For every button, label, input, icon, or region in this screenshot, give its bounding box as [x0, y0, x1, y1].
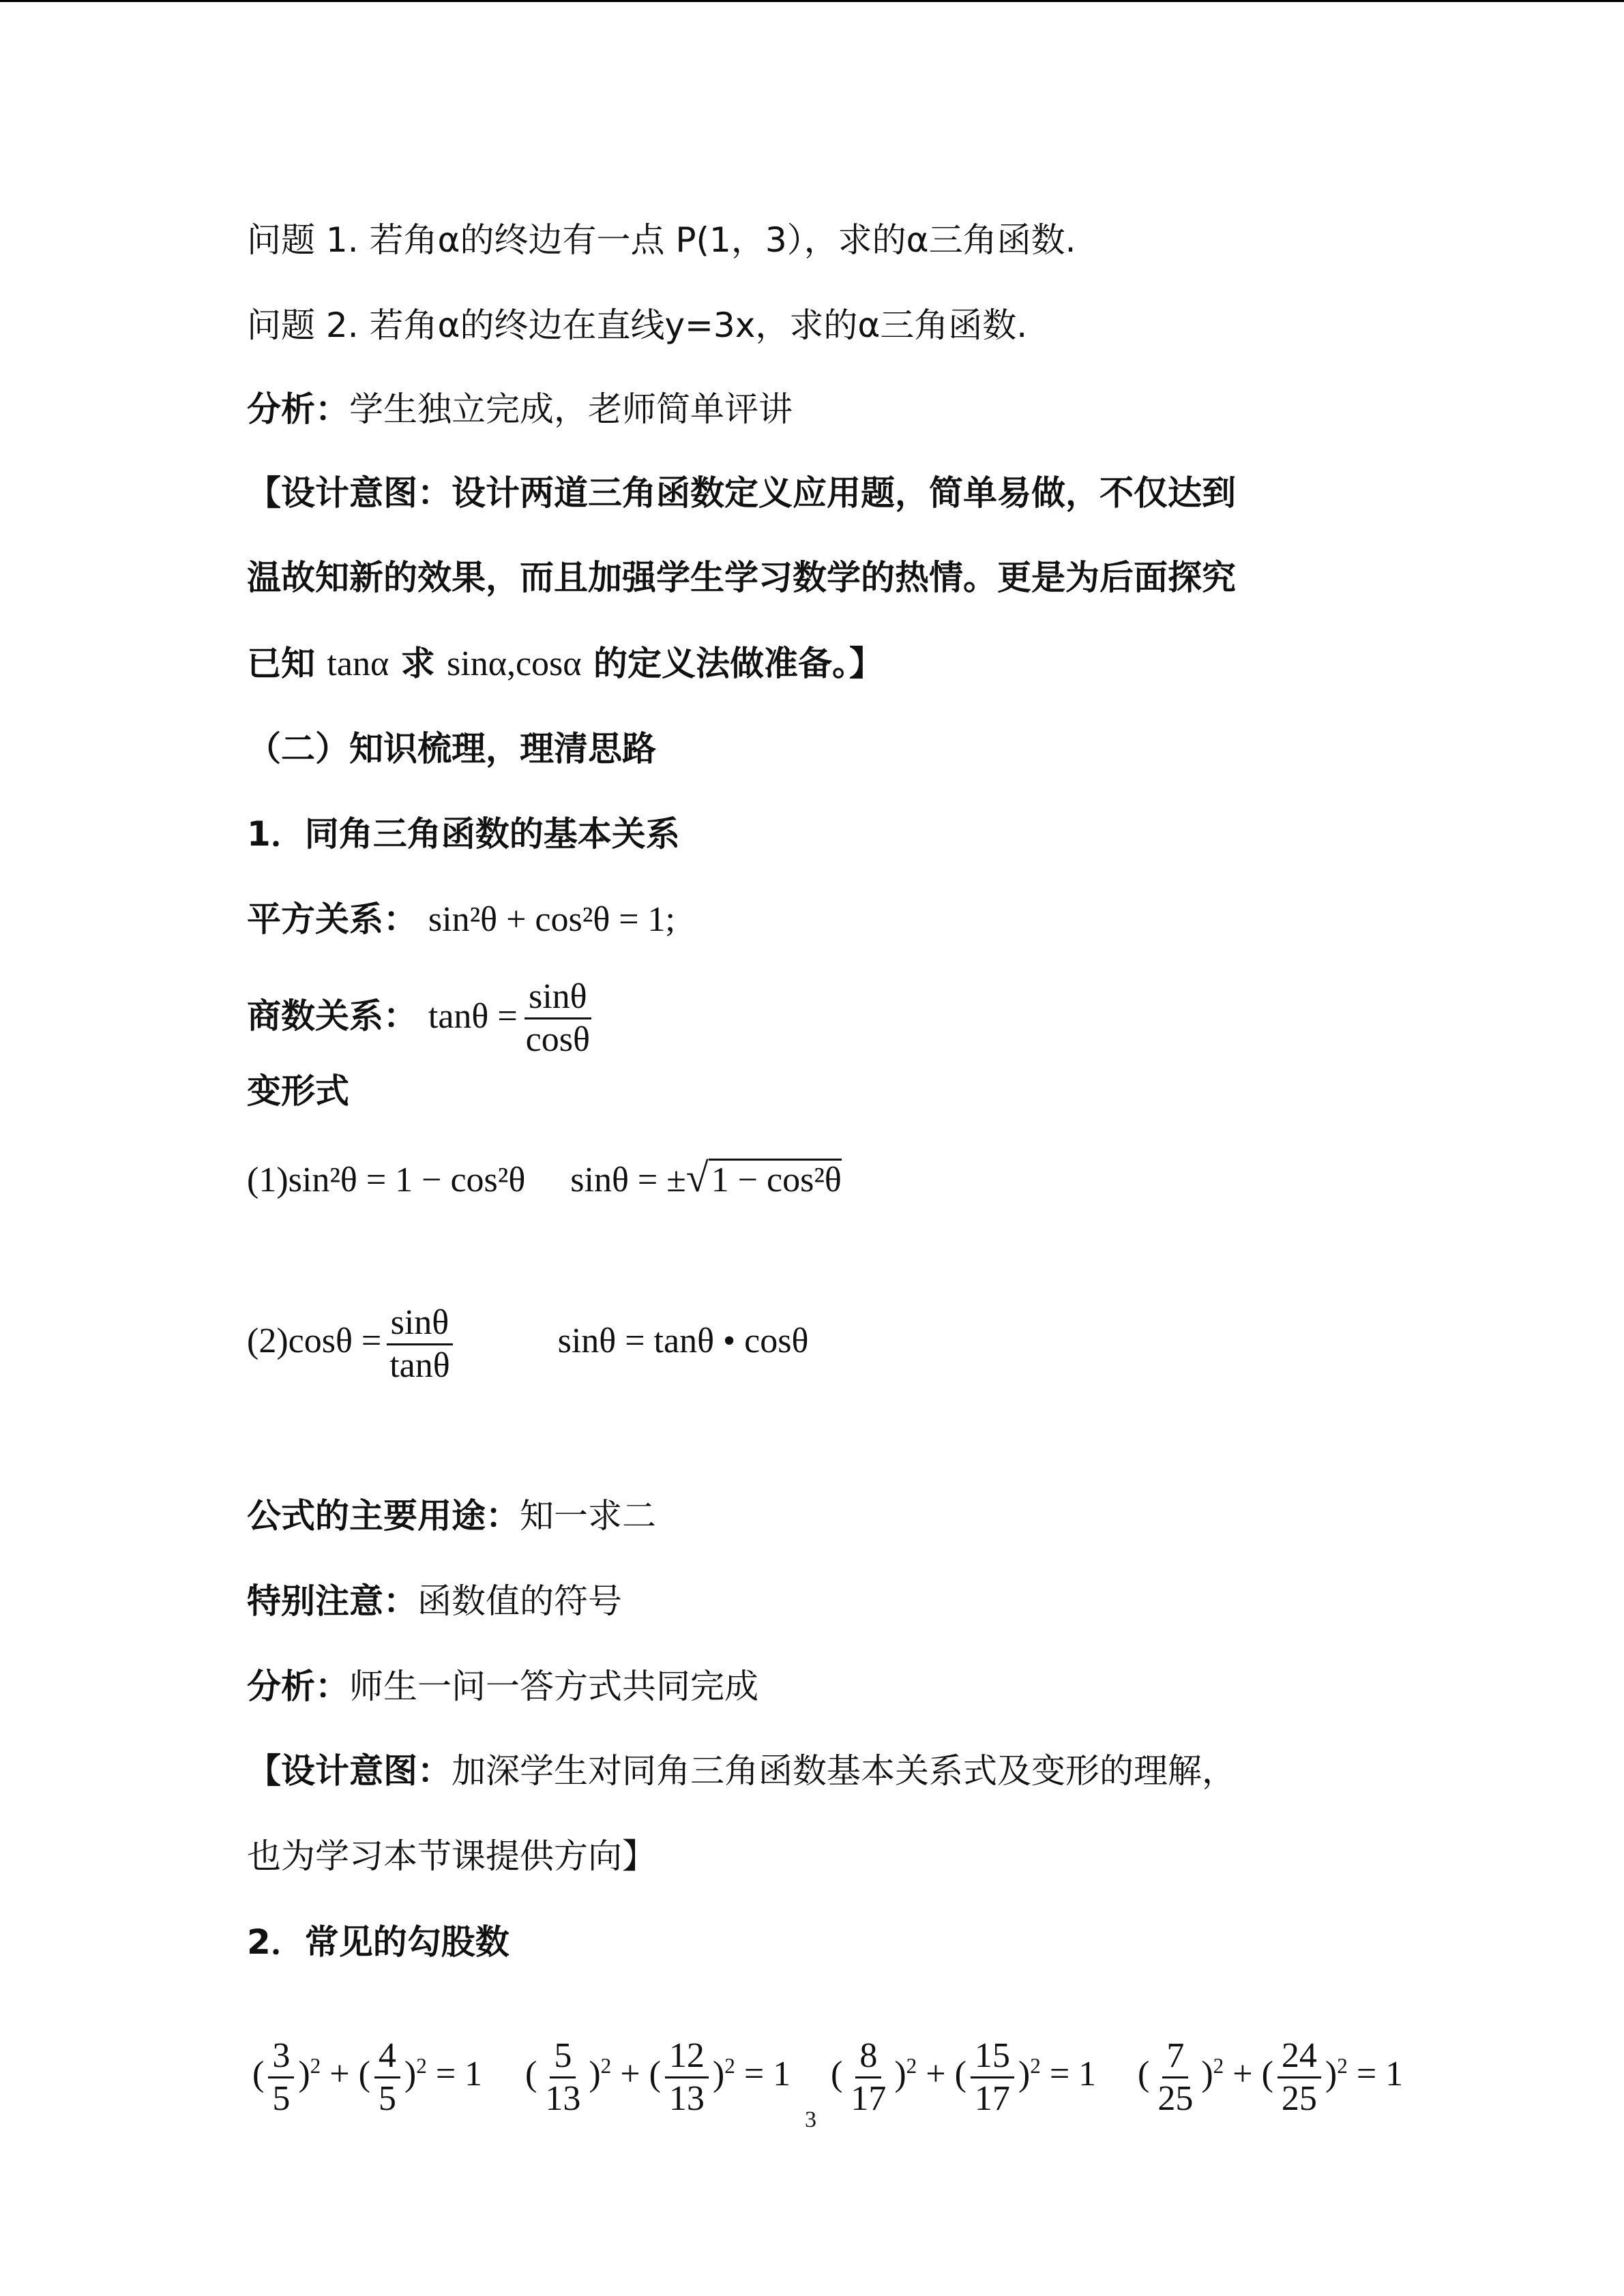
formula-2-lhs: (2)cosθ =: [247, 1322, 382, 1361]
special-note-text: 函数值的符号: [417, 1581, 622, 1621]
question-1: 问题 1. 若角α的终边有一点 P(1，3），求的α三角函数.: [247, 220, 1076, 260]
question-2: 问题 2. 若角α的终边在直线y=3x，求的α三角函数.: [247, 305, 1028, 345]
pythagorean-identity-4: ( $\frac{7}{25}$ )$^2$ + ( $\frac{24}{25}$ )$^2$ = 1: [1138, 2036, 1404, 2118]
quotient-relation: [247, 976, 598, 1060]
sin-cos-alpha: sinα,cosα: [447, 644, 582, 683]
pyth-2-b-den: 13: [668, 2078, 705, 2118]
quotient-relation-label: 商数关系：: [247, 996, 417, 1036]
pyth-4-b-num: 24: [1278, 2036, 1321, 2078]
design-intent-1-line-2: 温故知新的效果，而且加强学生学习数学的热情。更是为后面探究: [247, 558, 1236, 597]
formula-use-label: 公式的主要用途：: [247, 1496, 520, 1536]
formula-use-text: 知一求二: [520, 1496, 656, 1536]
design-intent-2-label: 【设计意图：: [247, 1751, 452, 1791]
pyth-4-a-num: 7: [1162, 2036, 1188, 2078]
design-intent-1-mid: 求: [400, 644, 435, 683]
pyth-2-rhs: = 1: [743, 2055, 791, 2094]
design-intent-2-line-2: 也为学习本节课提供方向】: [247, 1836, 656, 1876]
pythagorean-identity-2: ( $\frac{5}{13}$ )$^2$ + ( $\frac{12}{13}$ )$^2$ = 1: [525, 2036, 791, 2118]
design-intent-1-line-3: [247, 643, 883, 685]
pyth-2-a-num: 5: [550, 2036, 576, 2078]
square-relation: [247, 899, 675, 940]
square-relation-formula: sin²θ + cos²θ = 1;: [428, 900, 676, 939]
pyth-1-a-num: 3: [268, 2036, 294, 2078]
pyth-2-b-num: 12: [665, 2036, 709, 2078]
pyth-4-b-den: 25: [1281, 2078, 1317, 2118]
pyth-3-a-num: 8: [855, 2036, 881, 2078]
formula-1-a: (1)sin²θ = 1 − cos²θ: [247, 1161, 526, 1199]
page-number: 3: [805, 2107, 816, 2132]
quotient-numerator: sinθ: [525, 976, 591, 1019]
formula-2-numerator: sinθ: [387, 1302, 454, 1345]
pyth-3-b-den: 17: [974, 2078, 1010, 2118]
analysis-2-text: 师生一问一答方式共同完成: [349, 1667, 758, 1706]
analysis-1-text: 学生独立完成，老师简单评讲: [349, 389, 793, 429]
formula-1: (1)sin²θ = 1 − cos²θ sinθ = ±√1 − cos²θ: [247, 1155, 842, 1200]
pyth-1-rhs: = 1: [435, 2055, 483, 2094]
quotient-denominator: cosθ: [525, 1019, 590, 1059]
pyth-1-b-num: 4: [374, 2036, 400, 2078]
design-intent-1-prefix: 已知: [247, 644, 315, 683]
analysis-2-label: 分析：: [247, 1667, 349, 1706]
pyth-1-b-den: 5: [378, 2078, 396, 2118]
subheading-2: 2．常见的勾股数: [247, 1922, 510, 1962]
special-note: [247, 1581, 622, 1622]
design-intent-1-line-1: 【设计意图：设计两道三角函数定义应用题，简单易做，不仅达到: [247, 473, 1236, 513]
quotient-fraction: [522, 976, 594, 1060]
formula-2-fraction: [385, 1302, 454, 1386]
pyth-1-a-den: 5: [272, 2078, 291, 2118]
square-relation-label: 平方关系：: [247, 899, 417, 939]
variant-forms-label: 变形式: [247, 1071, 349, 1111]
pyth-3-a-den: 17: [851, 2078, 887, 2118]
pyth-4-a-den: 25: [1157, 2078, 1194, 2118]
formula-2: [247, 1302, 808, 1386]
pyth-2-a-den: 13: [545, 2078, 581, 2118]
section-2-heading: （二）知识梳理，理清思路: [247, 729, 656, 769]
pyth-3-b-num: 15: [971, 2036, 1014, 2078]
design-intent-1-suffix: 的定义法做准备。】: [593, 644, 883, 683]
analysis-1: [247, 389, 793, 430]
subheading-1: 1．同角三角函数的基本关系: [247, 814, 680, 854]
pyth-4-rhs: = 1: [1356, 2055, 1404, 2094]
formula-1-radicand: 1 − cos²θ: [709, 1159, 842, 1199]
formula-use: [247, 1495, 656, 1536]
analysis-1-label: 分析：: [247, 389, 349, 429]
formula-1-b-prefix: sinθ = ±: [570, 1161, 686, 1199]
analysis-2: [247, 1666, 758, 1707]
quotient-lhs: tanθ =: [428, 996, 518, 1036]
special-note-label: 特别注意：: [247, 1581, 417, 1621]
design-intent-2-text: 加深学生对同角三角函数基本关系式及变形的理解，: [452, 1751, 1236, 1791]
pyth-3-rhs: = 1: [1049, 2055, 1097, 2094]
tan-alpha: tanα: [327, 644, 389, 683]
formula-2-denominator: tanθ: [389, 1345, 450, 1385]
design-intent-2: [247, 1750, 1236, 1791]
top-border: [0, 0, 1624, 2]
pythagorean-identity-3: ( $\frac{8}{17}$ )$^2$ + ( $\frac{15}{17}$ )$^2$ = 1: [831, 2036, 1097, 2118]
formula-2-b: sinθ = tanθ • cosθ: [557, 1322, 809, 1361]
pythagorean-identity-1: ( $\frac{3}{5}$ )$^2$ + ( $\frac{4}{5}$ )$^2$ = 1: [252, 2036, 483, 2118]
